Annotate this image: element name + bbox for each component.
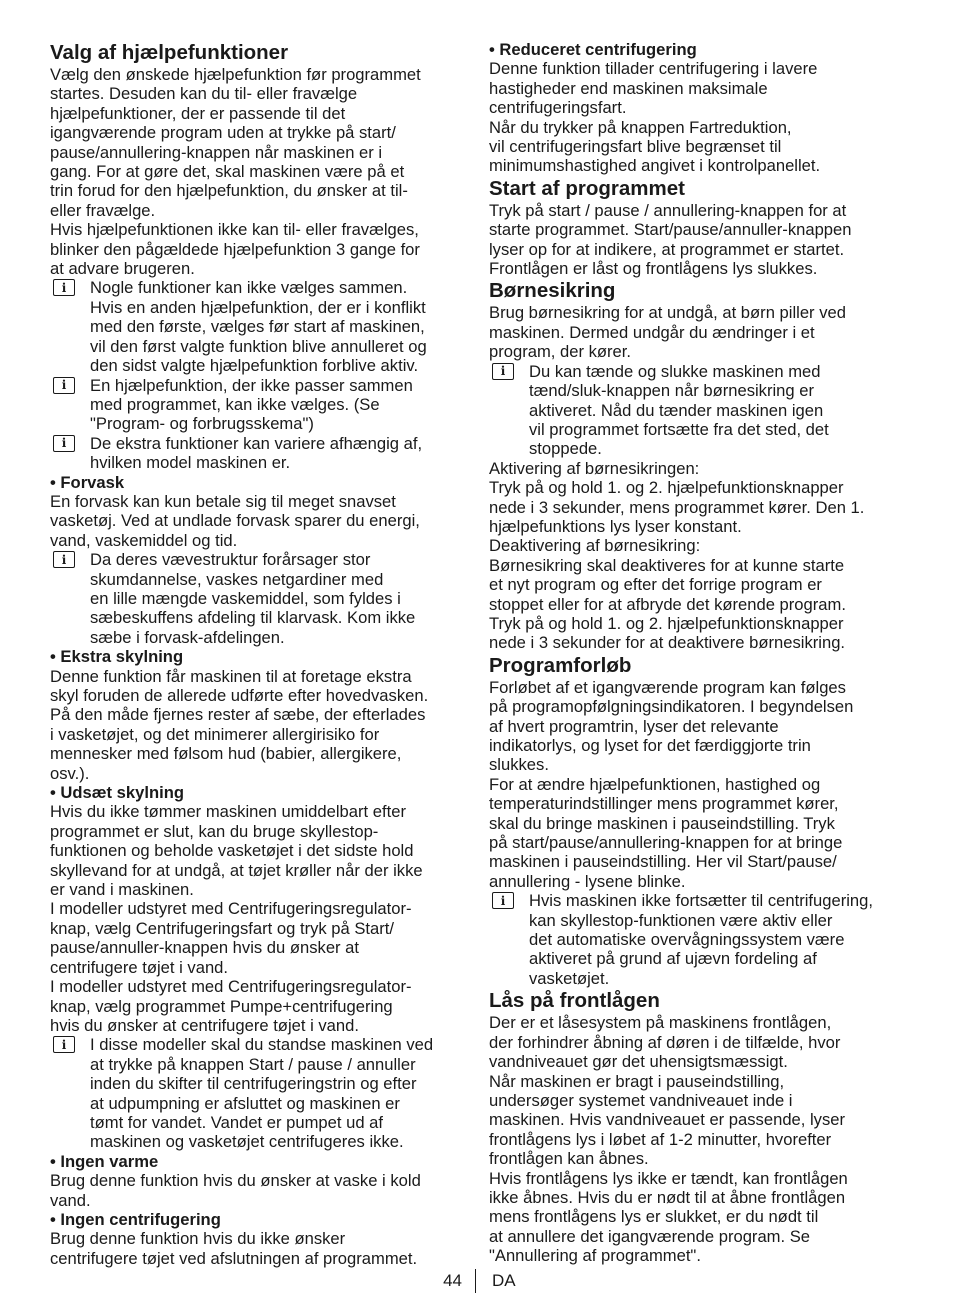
section-heading: Lås på frontlågen — [489, 989, 660, 1013]
info-note — [50, 278, 470, 375]
language-code: DA — [492, 1271, 516, 1290]
info-icon — [53, 551, 75, 568]
subsection-heading: • Ekstra skylning — [50, 647, 184, 667]
body-paragraph: Vælg den ønskede hjælpefunktion før programmet startes. Desuden kan du til- eller fravælge hjælpefunktioner, der er passende til det igangværende program uden at trykke på start/ pause/annullering-knappen når maskinen er i gang. For at gøre det, skal maskinen være på et trin forud for den hjælpefunktion, du ønsker at til- eller fravælge. Hvis hjælpefunktionen ikke kan til- eller fravælges, blinker den pågældede hjælpefunktion 3 gange for at advare brugeren. — [50, 65, 421, 279]
left-column — [50, 40, 470, 1268]
body-paragraph: Brug denne funktion hvis du ikke ønsker centrifugere tøjet ved afslutningen af programmet. — [50, 1229, 418, 1268]
section-heading: Start af programmet — [489, 176, 685, 200]
info-note — [50, 550, 470, 647]
section-heading: Børnesikring — [489, 279, 616, 303]
page-footer — [0, 1271, 954, 1301]
info-note — [489, 891, 909, 988]
body-paragraph: Forløbet af et igangværende program kan følges på programopfølgningsindikatoren. I begyndelsen af hvert programtrin, lyser det relevante indikatorlys, og lyset for det færdiggjorte trin slukkes. For at ændre hjælpefunktionen, hastighed og temperaturindstillinger mens programmet kører, skal du bringe maskinen i pauseindstilling. Tryk på start/pause/annullering-knappen for at bringe maskinen i pauseindstilling. Her vil Start/pause/ annullering - lysene blinke. — [489, 677, 854, 891]
body-paragraph: Denne funktion tillader centrifugering i lavere hastigheder end maskinen maksimale centrifugeringsfart. Når du trykker på knappen Fartreduktion, vil centrifugeringsfart blive begrænset til minimumshastighed angivet i kontrolpanellet. — [489, 59, 821, 176]
body-paragraph: Brug denne funktion hvis du ønsker at vaske i kold vand. — [50, 1171, 421, 1210]
page-number: 44 — [443, 1271, 462, 1290]
note-text: En hjælpefunktion, der ikke passer sammen med programmet, kan ikke vælges. (Se "Program- og forbrugsskema") — [90, 375, 413, 434]
body-paragraph: Denne funktion får maskinen til at foretage ekstra skyl foruden de allerede udførte efter hovedvasken. På den måde fjernes rester af sæbe, der efterlades i vasketøjet, og det minimerer allergirisiko for mennesker med følsom hud (babier, allergikere, osv.). — [50, 666, 429, 783]
subsection-heading: • Ingen varme — [50, 1151, 159, 1171]
note-text: Da deres vævestruktur forårsager stor skumdannelse, vaskes netgardiner med en lille mængde vaskemiddel, som fyldes i sæbeskuffens afdeling til klarvask. Kom ikke sæbe i forvask-afdelingen. — [90, 550, 416, 647]
info-note — [489, 362, 909, 459]
info-note — [50, 434, 470, 473]
note-text: I disse modeller skal du standse maskinen ved at trykke på knappen Start / pause / annuller inden du skifter til centrifugeringstrin og efter at udpumpning er afsluttet og maskinen er tømt for vandet. Vandet er pumpet ud af maskinen og vasketøjet centrifugeres ikke. — [90, 1035, 434, 1152]
info-icon — [53, 377, 75, 394]
section-heading: Programforløb — [489, 653, 632, 677]
note-text: Hvis maskinen ikke fortsætter til centrifugering, kan skyllestop-funktionen være aktiv eller det automatiske overvågningssystem være aktiveret på grund af ujævn fordeling af vasketøjet. — [529, 891, 873, 988]
body-paragraph: En forvask kan kun betale sig til meget snavset vasketøj. Ved at undlade forvask sparer du energi, vand, vaskemiddel og tid. — [50, 491, 420, 550]
subsection-heading: • Ingen centrifugering — [50, 1209, 221, 1229]
body-paragraph: Aktivering af børnesikringen: Tryk på og hold 1. og 2. hjælpefunktionsknapper nede i 3 sekunder, mens programmet kører. Den 1. hjælpefunktions lys lyser konstant. Deaktivering af børnesikring: Børnesikring skal deaktiveres for at kunne starte et nyt program og efter det forrige program er stoppet eller for at afbryde det kørende program. Tryk på og hold 1. og 2. hjælpefunktionsknapper nede i 3 sekunder for at deaktivere børnesikring. — [489, 458, 865, 653]
body-paragraph: Der er et låsesystem på maskinens frontlågen, der forhindrer åbning af døren i de tilfælde, hvor vandniveauet gør det uhensigtsmæssigt. Når maskinen er bragt i pauseindstilling, undersøger systemet vandniveauet inde i maskinen. Hvis vandniveauet er passende, lyser frontlågens lys i løbet af 1-2 minutter, hvorefter frontlågen kan åbnes. Hvis frontlågens lys ikke er tændt, kan frontlågen ikke åbnes. Hvis du er nødt til at åbne frontlågen mens frontlågens lys er slukket, er du nødt til at annullere det igangværende program. Se "Annullering af programmet". — [489, 1013, 848, 1266]
section-heading: Valg af hjælpefunktioner — [50, 41, 289, 64]
footer-divider — [475, 1269, 476, 1293]
subsection-heading: • Reduceret centrifugering — [489, 40, 697, 59]
note-text: De ekstra funktioner kan variere afhængig af, hvilken model maskinen er. — [90, 433, 423, 473]
note-text: Du kan tænde og slukke maskinen med tænd/sluk-knappen når børnesikring er aktiveret. Nåd du tænder maskinen igen vil programmet fortsætte fra det sted, det stoppede. — [529, 361, 829, 459]
info-note — [50, 1035, 470, 1151]
info-note — [50, 376, 470, 434]
right-column — [489, 40, 909, 1266]
info-icon — [53, 435, 75, 452]
info-icon — [492, 892, 514, 909]
info-icon — [53, 1036, 75, 1053]
body-paragraph: Hvis du ikke tømmer maskinen umiddelbart efter programmet er slut, kan du bruge skyllestop- funktionen og beholde vasketøjet i det sidste hold skyllevand for at undgå, at tøjet krøller når der ikke er vand i maskinen. I modeller udstyret med Centrifugeringsregulator- knap, vælg Centrifugeringsfart og tryk på Start/ pause/annuller-knappen hvis du ønsker at centrifugere tøjet i vand. I modeller udstyret med Centrifugeringsregulator- knap, vælg programmet Pumpe+centrifugering hvis du ønsker at centrifugere tøjet i vand. — [50, 802, 423, 1035]
body-paragraph: Tryk på start / pause / annullering-knappen for at starte programmet. Start/pause/annuller-knappen lyser op for at indikere, at programmet er startet. Frontlågen er låst og frontlågens lys slukkes. — [489, 200, 852, 279]
note-text: Nogle funktioner kan ikke vælges sammen. Hvis en anden hjælpefunktion, der er i konflikt med den første, vælges før start af maskinen, vil den først valgte funktion blive annulleret og den sidst valgte hjælpefunktion forblive aktiv. — [90, 278, 427, 376]
subsection-heading: • Forvask — [50, 472, 125, 492]
subsection-heading: • Udsæt skylning — [50, 783, 184, 803]
body-paragraph: Brug børnesikring for at undgå, at børn piller ved maskinen. Dermed undgår du ændringer i et program, der kører. — [489, 303, 846, 362]
info-icon — [53, 279, 75, 296]
info-icon — [492, 363, 514, 380]
